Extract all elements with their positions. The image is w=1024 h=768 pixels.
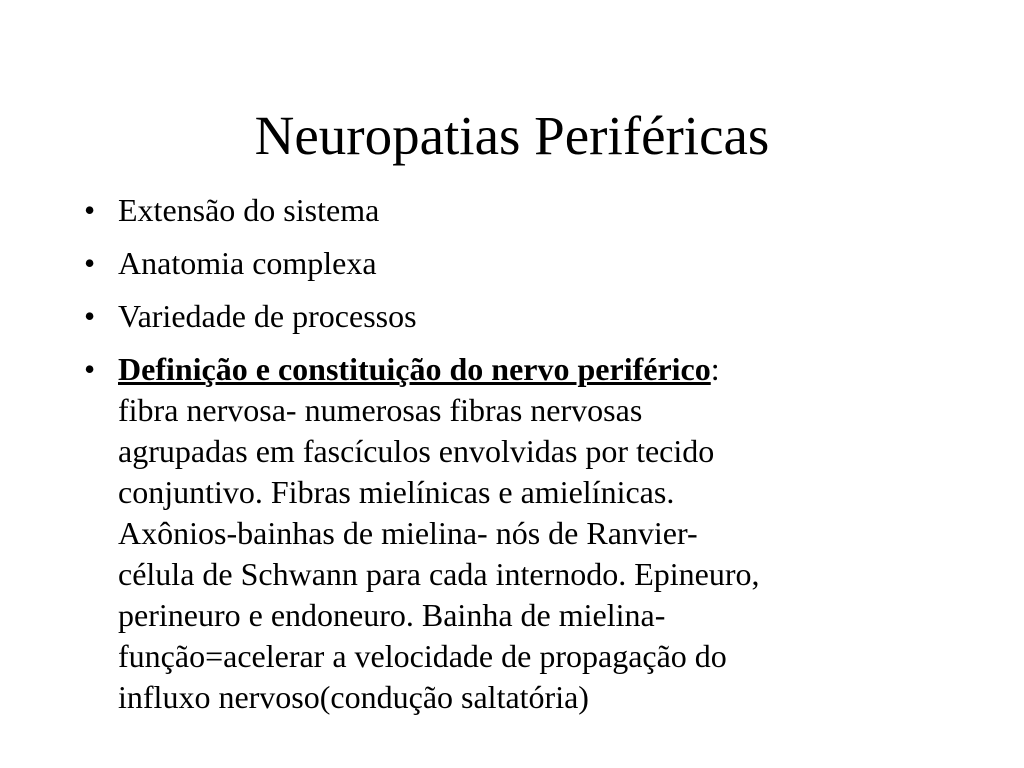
bullet-list: [76, 190, 966, 730]
bullet-item: [76, 296, 966, 337]
definition-line: célula de Schwann para cada internodo. Epineuro,: [118, 556, 760, 592]
definition-heading: Definição e constituição do nervo periférico: [118, 351, 711, 387]
slide-title: Neuropatias Periféricas: [254, 105, 770, 166]
definition-line: conjuntivo. Fibras mielínicas e amielínicas.: [118, 474, 675, 510]
bullet-text: Variedade de processos: [118, 298, 417, 334]
bullet-item: [76, 243, 966, 284]
bullet-item-definition: [76, 349, 966, 718]
bullet-text: Anatomia complexa: [118, 245, 377, 281]
bullet-dot-icon: •: [84, 351, 96, 387]
definition-line: influxo nervoso(condução saltatória): [118, 679, 589, 715]
definition-first-line: [118, 349, 966, 390]
definition-line: Axônios-bainhas de mielina- nós de Ranvier-: [118, 515, 698, 551]
definition-line: agrupadas em fascículos envolvidas por tecido: [118, 433, 715, 469]
bullet-item: [76, 190, 966, 231]
bullet-text: Extensão do sistema: [118, 192, 380, 228]
bullet-dot-icon: •: [84, 192, 96, 228]
bullet-dot-icon: •: [84, 298, 96, 334]
definition-line: perineuro e endoneuro. Bainha de mielina-: [118, 597, 666, 633]
definition-colon: :: [710, 351, 720, 387]
definition-line: função=acelerar a velocidade de propagação do: [118, 638, 727, 674]
bullet-dot-icon: •: [84, 245, 96, 281]
definition-line: fibra nervosa- numerosas fibras nervosas: [118, 392, 643, 428]
